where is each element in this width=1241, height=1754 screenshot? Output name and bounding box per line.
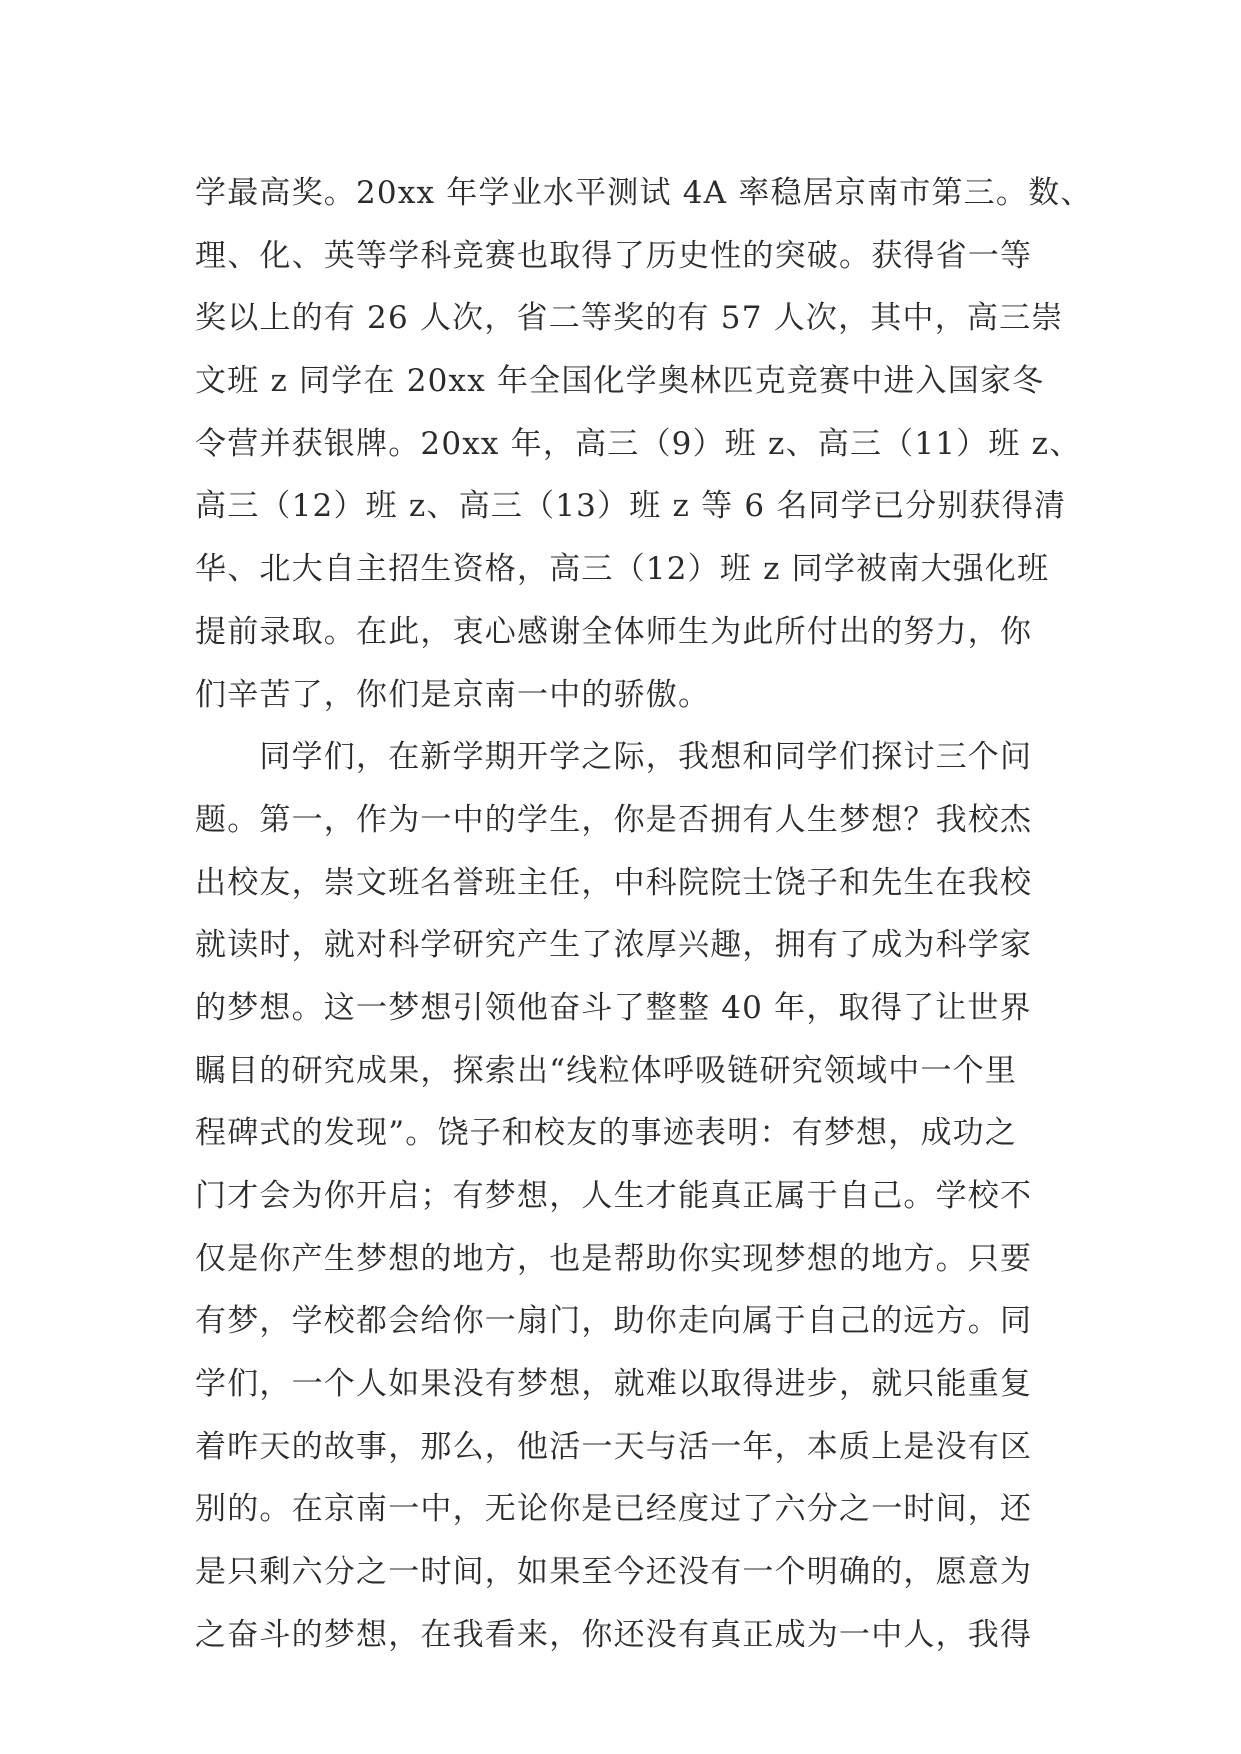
text-line: 的梦想。这一梦想引领他奋斗了整整 40 年，取得了让世界 [195, 989, 1032, 1026]
text-line: 门才会为你开启；有梦想，人生才能真正属于自己。学校不 [195, 1178, 1033, 1214]
text-line: 同学们，在新学期开学之际，我想和同学们探讨三个问 [195, 739, 1033, 776]
text-line: 有梦，学校都会给你一扇门，助你走向属于自己的远方。同 [195, 1303, 1033, 1340]
text-line: 别的。在京南一中，无论你是已经度过了六分之一时间，还 [195, 1491, 1033, 1528]
text-line: 是只剩六分之一时间，如果至今还没有一个明确的，愿意为 [195, 1554, 1033, 1591]
text-line: 仅是你产生梦想的地方，也是帮助你实现梦想的地方。只要 [195, 1240, 1033, 1277]
text-line: 出校友，崇文班名誉班主任，中科院院士饶子和先生在我校 [195, 864, 1033, 901]
text-line: 令营并获银牌。20xx 年，高三（9）班 z、高三（11）班 z、 [195, 425, 1082, 462]
text-line: 瞩目的研究成果，探索出“线粒体呼吸链研究领域中一个里 [195, 1052, 1018, 1089]
text-line: 学最高奖。20xx 年学业水平测试 4A 率稳居京南市第三。数、 [195, 175, 1093, 211]
text-line: 华、北大自主招生资格，高三（12）班 z 同学被南大强化班 [195, 551, 1050, 588]
text-line: 奖以上的有 26 人次，省二等奖的有 57 人次，其中，高三崇 [195, 300, 1064, 337]
text-line: 高三（12）班 z、高三（13）班 z 等 6 名同学已分别获得清 [195, 488, 1067, 525]
text-line: 就读时，就对科学研究产生了浓厚兴趣，拥有了成为科学家 [195, 927, 1033, 964]
text-line: 之奋斗的梦想，在我看来，你还没有真正成为一中人，我得 [195, 1616, 1033, 1653]
text-line: 理、化、英等学科竞赛也取得了历史性的突破。获得省一等 [195, 237, 1033, 274]
text-line: 题。第一，作为一中的学生，你是否拥有人生梦想？我校杰 [195, 801, 1033, 838]
text-line: 们辛苦了，你们是京南一中的骄傲。 [195, 676, 711, 713]
text-line: 着昨天的故事，那么，他活一天与活一年，本质上是没有区 [195, 1428, 1033, 1465]
text-line: 程碑式的发现”。饶子和校友的事迹表明：有梦想，成功之 [195, 1115, 1018, 1152]
text-line: 学们，一个人如果没有梦想，就难以取得进步，就只能重复 [195, 1366, 1033, 1403]
body-text [195, 162, 1093, 1667]
text-line: 文班 z 同学在 20xx 年全国化学奥林匹克竞赛中进入国家冬 [195, 363, 1045, 400]
text-line: 提前录取。在此，衷心感谢全体师生为此所付出的努力，你 [195, 613, 1033, 650]
